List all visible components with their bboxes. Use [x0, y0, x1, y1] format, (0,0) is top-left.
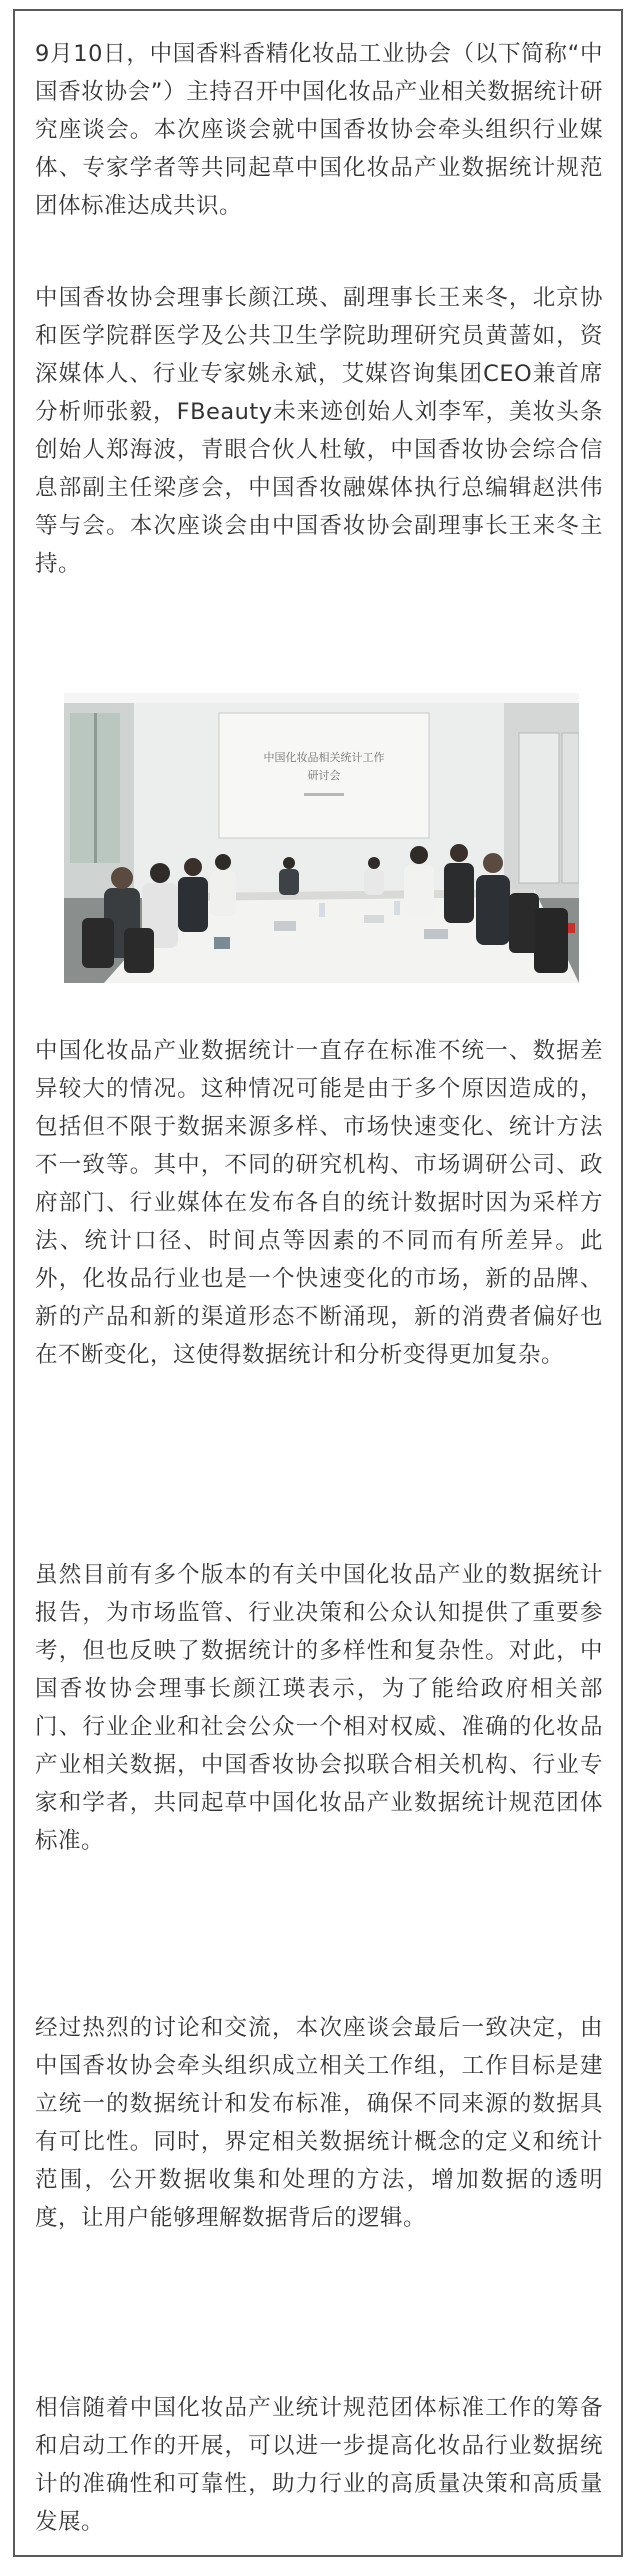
paragraph-3: 中国化妆品产业数据统计一直存在标准不统一、数据差异较大的情况。这种情况可能是由于多个原因造成的，包括但不限于数据来源多样、市场快速变化、统计方法不一致等。其中，不同的研究机构、市场调研公司、政府部门、行业媒体在发布各自的统计数据时因为采样方法、统计口径、时间点等因素的不同而有所差异。此外，化妆品行业也是一个快速变化的市场，新的品牌、新的产品和新的渠道形态不断涌现，新的消费者偏好也在不断变化，这使得数据统计和分析变得更加复杂。 — [35, 1038, 603, 1368]
paragraph-2: 中国香妆协会理事长颜江瑛、副理事长王来冬，北京协和医学院群医学及公共卫生学院助理研究员黄蔷如，资深媒体人、行业专家姚永斌，艾媒咨询集团CEO兼首席分析师张毅，FBeauty未来迹创始人刘李军，美妆头条创始人郑海波，青眼合伙人杜敏，中国香妆协会综合信息部副主任梁彦会，中国香妆融媒体执行总编辑赵洪伟等与会。本次座谈会由中国香妆协会副理事长王来冬主持。 — [35, 285, 603, 577]
screen-title: 中国化妆品相关统计工作 — [263, 751, 385, 764]
screen-subtitle: 研讨会 — [307, 769, 341, 782]
paragraph-4: 虽然目前有多个版本的有关中国化妆品产业的数据统计报告，为市场监管、行业决策和公众认知提供了重要参考，但也反映了数据统计的多样性和复杂性。对此，中国香妆协会理事长颜江瑛表示，为了能给政府相关部门、行业企业和社会公众一个相对权威、准确的化妆品产业相关数据，中国香妆协会拟联合相关机构、行业专家和学者，共同起草中国化妆品产业数据统计规范团体标准。 — [35, 1562, 603, 1854]
article-frame — [13, 9, 623, 2557]
paragraph-5: 经过热烈的讨论和交流，本次座谈会最后一致决定，由中国香妆协会牵头组织成立相关工作组，工作目标是建立统一的数据统计和发布标准，确保不同来源的数据具有可比性。同时，界定相关数据统计概念的定义和统计范围，公开数据收集和处理的方法，增加数据的透明度，让用户能够理解数据背后的逻辑。 — [35, 2015, 603, 2231]
paragraph-1: 9月10日，中国香料香精化妆品工业协会（以下简称“中国香妆协会”）主持召开中国化妆品产业相关数据统计研究座谈会。本次座谈会就中国香妆协会牵头组织行业媒体、专家学者等共同起草中国化妆品产业数据统计规范团体标准达成共识。 — [35, 41, 603, 219]
paragraph-6: 相信随着中国化妆品产业统计规范团体标准工作的筹备和启动工作的开展，可以进一步提高化妆品行业数据统计的准确性和可靠性，助力行业的高质量决策和高质量发展。 — [35, 2395, 603, 2535]
meeting-photo — [64, 693, 579, 983]
